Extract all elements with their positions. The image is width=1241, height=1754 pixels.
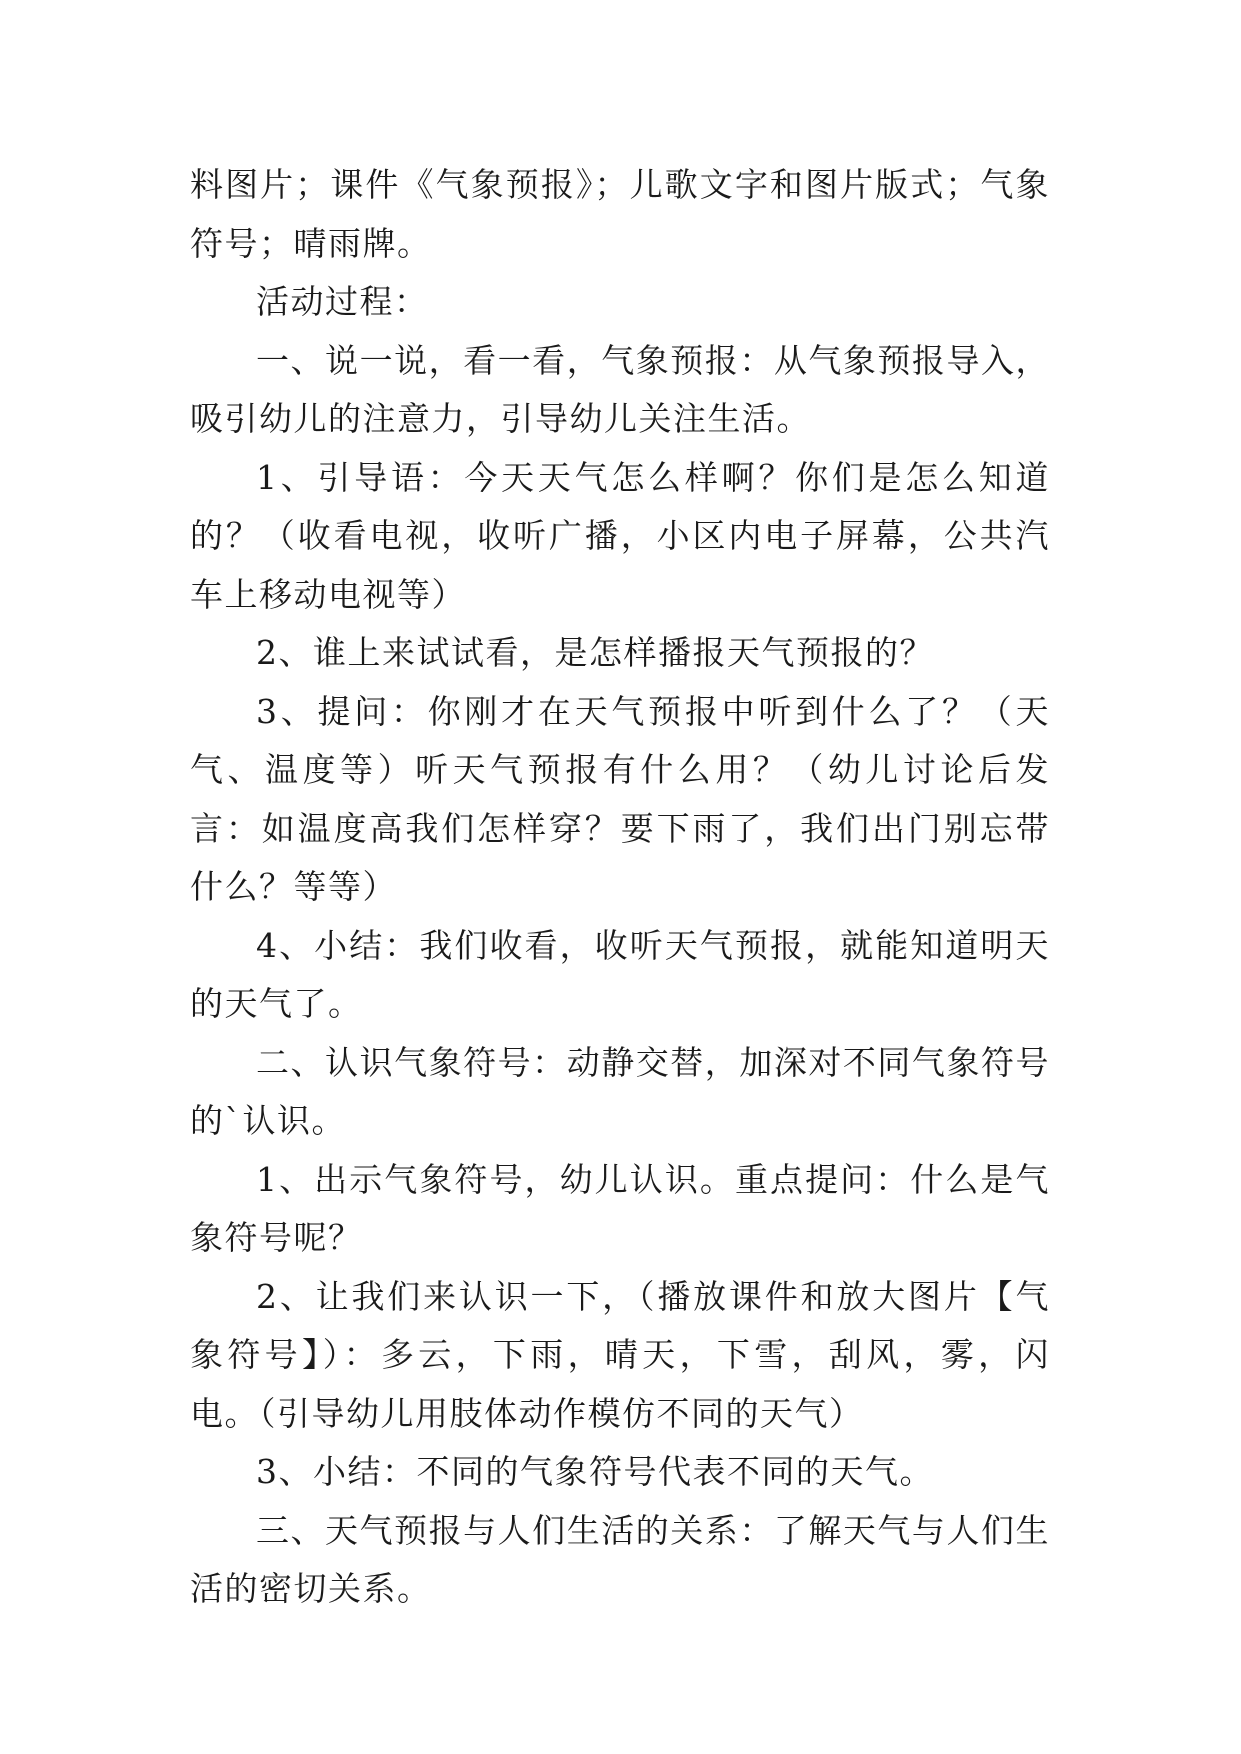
paragraph: 一、说一说，看一看，气象预报：从气象预报导入，吸引幼儿的注意力，引导幼儿关注生活。: [190, 340, 1050, 438]
paragraph: 2、谁上来试试看，是怎样播报天气预报的？: [256, 633, 934, 672]
paragraph: 1、出示气象符号，幼儿认识。重点提问：什么是气象符号呢？: [190, 1159, 1050, 1257]
paragraph: 2、让我们来认识一下，（播放课件和放大图片【气象符号】）：多云，下雨，晴天，下雪，刮风，雾，闪电。（引导幼儿用肢体动作模仿不同的天气）: [190, 1276, 1050, 1433]
paragraph: 3、提问：你刚才在天气预报中听到什么了？（天气、温度等）听天气预报有什么用？（幼儿讨论后发言：如温度高我们怎样穿？要下雨了，我们出门别忘带什么？等等）: [190, 691, 1050, 906]
paragraph: 二、认识气象符号：动静交替，加深对不同气象符号的`认识。: [190, 1042, 1050, 1140]
paragraph: 活动过程：: [256, 282, 429, 321]
document-body: [190, 156, 1050, 1619]
paragraph: 三、天气预报与人们生活的关系：了解天气与人们生活的密切关系。: [190, 1510, 1050, 1608]
paragraph: 料图片；课件《气象预报》；儿歌文字和图片版式；气象符号；晴雨牌。: [190, 165, 1050, 263]
paragraph: 1、引导语：今天天气怎么样啊？你们是怎么知道的？（收看电视，收听广播，小区内电子屏幕，公共汽车上移动电视等）: [190, 457, 1050, 614]
paragraph: 3、小结：不同的气象符号代表不同的天气。: [256, 1452, 934, 1491]
paragraph: 4、小结：我们收看，收听天气预报，就能知道明天的天气了。: [190, 925, 1050, 1023]
